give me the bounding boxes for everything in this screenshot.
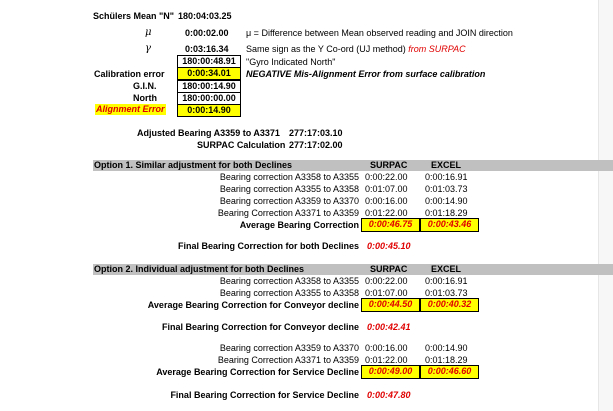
- gin-description: "Gyro Indicated North": [246, 57, 336, 67]
- gin-value-cell[interactable]: 180:00:14.90: [177, 80, 241, 93]
- service-final-value: 0:00:47.80: [367, 390, 411, 400]
- north-value-cell[interactable]: 180:00:00.00: [177, 92, 241, 105]
- sheet-right-edge: [598, 0, 613, 411]
- adjusted-bearing-value: 277:17:03.10: [289, 128, 343, 138]
- row-excel: 0:00:16.91: [425, 172, 468, 182]
- conveyor-average-surpac[interactable]: 0:00:44.50: [361, 298, 420, 312]
- option2-col-excel: EXCEL: [431, 264, 462, 274]
- gamma-value: 0:03:16.34: [185, 44, 229, 54]
- conveyor-final-label: Final Bearing Correction for Conveyor decline: [161, 322, 359, 332]
- north-label: North: [133, 93, 157, 103]
- gamma-symbol: γ: [145, 43, 151, 54]
- option1-final-value: 0:00:45.10: [367, 241, 411, 251]
- calibration-value-cell[interactable]: 0:00:34.01: [177, 67, 241, 80]
- row-label: Bearing correction A3358 to A3355: [219, 276, 359, 286]
- option1-average-excel[interactable]: 0:00:43.46: [420, 218, 479, 232]
- row-surpac: 0:01:07.00: [365, 288, 408, 298]
- conveyor-average-label: Average Bearing Correction for Conveyor decline: [147, 300, 359, 310]
- option1-col-excel: EXCEL: [431, 160, 462, 170]
- service-average-excel[interactable]: 0:00:46.60: [420, 365, 479, 379]
- schuler-value: 180:04:03.25: [178, 11, 232, 21]
- row-surpac: 0:01:07.00: [365, 184, 408, 194]
- row-excel: 0:00:14.90: [425, 196, 468, 206]
- row-label: Bearing correction A3355 to A3358: [219, 288, 359, 298]
- mu-value: 0:00:02.00: [185, 28, 229, 38]
- row-surpac: 0:01:22.00: [365, 208, 408, 218]
- option1-average-surpac[interactable]: 0:00:46.75: [361, 218, 420, 232]
- adjusted-bearing-label: Adjusted Bearing A3359 to A3371: [137, 128, 280, 138]
- schuler-label: Schülers Mean "N": [93, 11, 175, 21]
- surpac-calc-value: 277:17:02.00: [289, 140, 343, 150]
- option1-col-surpac: SURPAC: [370, 160, 408, 170]
- row-label: Bearing correction A3355 to A3358: [219, 184, 359, 194]
- row-excel: 0:01:18.29: [425, 355, 468, 365]
- service-final-label: Final Bearing Correction for Service Decline: [170, 390, 359, 400]
- row-surpac: 0:01:22.00: [365, 355, 408, 365]
- row-label: Bearing Correction A3371 to A3359: [217, 355, 359, 365]
- option1-average-label: Average Bearing Correction: [239, 220, 359, 230]
- row-excel: 0:01:03.73: [425, 184, 468, 194]
- row-label: Bearing correction A3358 to A3355: [219, 172, 359, 182]
- row-surpac: 0:00:22.00: [365, 276, 408, 286]
- conveyor-final-value: 0:00:42.41: [367, 322, 411, 332]
- gamma-desc-source: from SURPAC: [408, 44, 466, 54]
- row-surpac: 0:00:16.00: [365, 196, 408, 206]
- gamma-desc-text: Same sign as the Y Co-ord (UJ method): [246, 44, 409, 54]
- row-label: Bearing correction A3359 to A3370: [219, 343, 359, 353]
- conveyor-average-excel[interactable]: 0:00:40.32: [420, 298, 479, 312]
- calibration-description: NEGATIVE Mis-Alignment Error from surface calibration: [246, 69, 486, 79]
- mu-symbol: μ: [145, 27, 152, 38]
- row-label: Bearing correction A3359 to A3370: [219, 196, 359, 206]
- gin-label: G.I.N.: [133, 81, 157, 91]
- option2-col-surpac: SURPAC: [370, 264, 408, 274]
- gamma-description: [246, 44, 466, 55]
- row-excel: 0:00:16.91: [425, 276, 468, 286]
- alignment-error-cell[interactable]: 0:00:14.90: [177, 104, 241, 117]
- row-label: Bearing Correction A3371 to A3359: [217, 208, 359, 218]
- alignment-error-label: Alignment Error: [96, 104, 165, 114]
- option2-title: Option 2. Individual adjustment for both Declines: [94, 264, 305, 274]
- option1-final-label: Final Bearing Correction for both Declines: [177, 241, 359, 251]
- row-excel: 0:00:14.90: [425, 343, 468, 353]
- gin-computed-cell[interactable]: 180:00:48.91: [177, 55, 241, 68]
- row-excel: 0:01:18.29: [425, 208, 468, 218]
- row-surpac: 0:00:16.00: [365, 343, 408, 353]
- service-average-label: Average Bearing Correction for Service Decline: [156, 367, 359, 377]
- option1-title: Option 1. Similar adjustment for both Declines: [94, 160, 293, 170]
- surpac-calc-label: SURPAC Calculation: [197, 140, 286, 150]
- calibration-label: Calibration error: [94, 69, 165, 79]
- mu-description: μ = Difference between Mean observed reading and JOIN direction: [246, 28, 513, 38]
- row-excel: 0:01:03.73: [425, 288, 468, 298]
- row-surpac: 0:00:22.00: [365, 172, 408, 182]
- service-average-surpac[interactable]: 0:00:49.00: [361, 365, 420, 379]
